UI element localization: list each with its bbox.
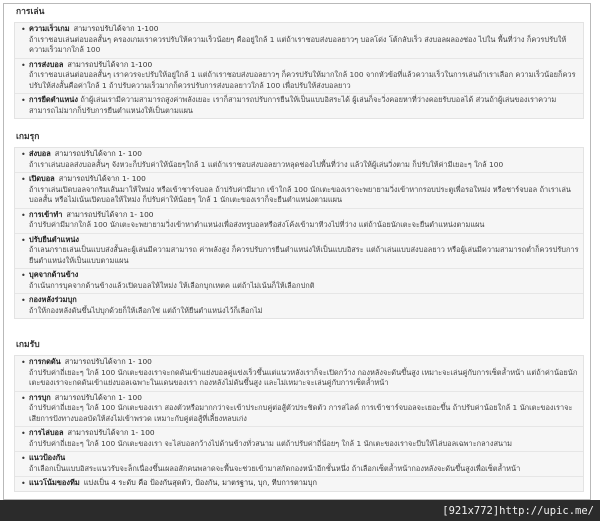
item-title: กองหลังร่วมบุก — [29, 295, 77, 304]
item-summary: สามารถปรับได้จาก 1- 100 — [64, 357, 152, 366]
item-description: ถ้าเราเล่นบอลส่งบอลสั้นๆ จังหวะก็ปรับค่าให้น้อยๆใกล้ 1 แต่ถ้าเราชอบส่งบอลยาวหลุดช่องไปพื้นที่ว่าง แล้วให้ผู้เล่นวิ่งตาม ก็ปรับให้ค่ามีเยอะๆ ใกล้ 100 — [29, 159, 504, 169]
bullet-icon: • — [21, 25, 26, 34]
item-description: ถ้าเราชอบเล่นต่อบอลสั้นๆ ครองเกมเราควรปรับให้ความเร็วน้อยๆ คืออยู่ใกล้ 1 แต่ถ้าเราชอบส่งบอลยาวๆ บอลโด่ง โต้กลับเร็ว ส่งบอลผลองช่อง ไปใน พื้นที่ว่าง ก็ควรปรับให้ความเร็วมากใกล้ 100 — [29, 34, 567, 54]
settings-list — [14, 147, 584, 319]
item-title: แนวโน้มของทีม — [29, 478, 80, 487]
settings-list — [14, 22, 584, 119]
item-description: ถ้าปรับค่าถี่เยอะๆ ใกล้ 100 นักเตะของเราจะกดดันเข้าแย่งบอลคู่แข่งเร็วขึ้นแต่แนวหลังเราก็จะเปิดกว้าง กองหลังจะดันขึ้นสูง เหมาะจะเล่นคู่กับการเซ็ตล้ำหน้า แต่ถ้าค่าน้อยนักเตะของเราจะกดดันเข้าแย่งบอลเฉพาะในแดนของเรา กองหลังไม่ดันขึ้นสูง และไม่เหมาะจะเล่นคู่กับการเซ็ตล้ำหน้า — [29, 367, 578, 387]
list-item — [15, 427, 583, 452]
section-attack — [14, 132, 584, 319]
bullet-icon: • — [21, 235, 26, 245]
settings-list — [14, 355, 584, 492]
item-summary: สามารถปรับได้จาก 1- 100 — [67, 428, 155, 437]
item-description: ถ้าเน้นการบุคจากด้านข้างแล้วเปิดบอลให้ใหม่ง ให้เลือกบุกเหตค แต่ถ้าไม่เน้นก็ให้เลือกปกติ — [29, 280, 315, 290]
bullet-icon: • — [21, 60, 26, 70]
item-title: ความเร็วเกม — [29, 24, 70, 33]
item-title: การไล่บอล — [29, 428, 64, 437]
item-summary: แบ่งเป็น 4 ระดับ คือ ป้องกันสุดตัว, ป้องกัน, มาตรฐาน, บุก, ทีบการตามบุก — [83, 478, 317, 487]
bullet-icon: • — [21, 479, 26, 488]
item-title: บุคจากด้านข้าง — [29, 270, 79, 279]
image-host-banner — [0, 500, 600, 521]
item-title: การส่งบอล — [29, 59, 64, 69]
item-description: ถ้าให้กองหลังดันขึ้นไปบุกด้วยก็ให้เลือกใช่ แต่ถ้าให้ยืนตำแหน่งไว้ก็เลือกไม่ — [29, 305, 263, 315]
list-item — [15, 94, 583, 118]
item-summary: สามารถปรับได้จาก 1- 100 — [54, 149, 142, 158]
item-description: ถ้าเลือกเป็นแบบอิสระแนวรับจะล็กเนื่องขึ้นเผลอสักคนพลาดจะพื้นจะช่วยเข้ามาสกัดกองหน้าอีกชั้นหนึ่ง ถ้าเลือกเซ็ตล้ำหน้ากองหลังจะดันขึ้นสูงเพื่อเซ็ตล้ำหน้า — [29, 463, 521, 473]
list-item — [15, 392, 583, 428]
item-description: ถ้าเราชอบเล่นต่อบอลสั้นๆ เราควรจะปรับให้อยู่ใกล้ 1 แต่ถ้าเราชอบส่งบอลยาวๆ ก็ควรปรับให้มากใกล้ 100 จากหัวข้อที่แล้วความเร็วในการเล่นถ้าเราเลือก ความเร็วน้อยก็ควรปรับให้ส่งสั้นคือค่าใกล้ 1 ถ้าปรับความเร็วมากก็ควรปรับการส่งบอลยาวใกล้ 100 เพื่อปรับให้ส่งบอลยาว — [29, 70, 576, 90]
list-item — [15, 452, 583, 477]
watermark-text: [921x772]http://upic.me/ — [442, 504, 594, 517]
item-description: ถ้าปรับค่ามีมากใกล้ 100 นักเตะจะพยายามวิ่งเข้าหาตำแหน่งเพื่อส่งทรูบอลหรือส่งโค้งเข้ามาทีวงไปที่ว่าง แต่ถ้าน้อยนักเตะจะยืนตำแหน่งตามแผน — [29, 220, 485, 229]
bullet-icon: • — [21, 358, 26, 367]
bullet-icon: • — [21, 393, 26, 403]
list-item — [15, 356, 583, 392]
list-item — [15, 59, 583, 95]
bullet-icon: • — [21, 296, 26, 305]
list-item — [15, 148, 583, 173]
bullet-icon: • — [21, 429, 26, 438]
bullet-icon: • — [21, 175, 26, 184]
bullet-icon: • — [21, 96, 26, 105]
bullet-icon: • — [21, 210, 26, 220]
item-summary: สามารถปรับได้จาก 1- 100 — [58, 174, 146, 183]
item-summary: สามารถปรับได้จาก 1-100 — [67, 59, 153, 69]
list-item — [15, 269, 583, 294]
list-item — [15, 477, 583, 491]
list-item — [15, 173, 583, 209]
bullet-icon: • — [21, 150, 26, 159]
item-title: แนวป้องกัน — [29, 453, 66, 462]
item-summary: สามารถปรับได้จาก 1- 100 — [54, 392, 142, 402]
item-summary: สามารถปรับได้จาก 1- 100 — [66, 209, 154, 219]
item-description: ถ้าเราเล่นเปิดบอลจากริมเส้นมาให้ใหม่ง หรือเข้าชาร์จบอล ถ้าปรับค่ามีมาก เข้าใกล้ 100 นักเตะของเราจะพยายามวิ่งเข้าหากรอบประตูเพื่อรอใหม่ง หรือชาร์จบอล ถ้าเราเล่นบอลสั้น หรือไม่เน้นเปิดบอลให้ใหม่ง ก็ปรับค่าให้น้อยๆ ใกล้ 1 นักเตะของเราก็จะยืนตำแหน่งตามแผน — [29, 184, 571, 204]
item-title: การยืดตำแหน่ง — [29, 95, 78, 104]
section-heading: การเล่น — [16, 7, 45, 17]
section-heading: เกมรุก — [16, 132, 40, 142]
bullet-icon: • — [21, 454, 26, 463]
item-description: ถ้าปรับค่าถี่เยอะๆ ใกล้ 100 นักเตะของเรา จะไล่บอลกว้างไปด้านข้างทั่วสนาม แต่ถ้าปรับค่าถี่น้อยๆ ใกล้ 1 นักเตะของเราจะบีบให้ไล่บอลเฉพาะกลางสนาม — [29, 438, 513, 448]
bullet-icon: • — [21, 271, 26, 280]
item-title: การบุก — [29, 392, 51, 402]
item-summary: สามารถปรับได้จาก 1-100 — [73, 24, 159, 33]
item-description: ถ้าเลนกรายเล่นเป็นแบบส่งสั้นละผู้เล่นมีความสามารถ ค่าพลังสูง ก็ควรปรับการยืนตำแหน่งให้เป็นแบบอิสระ แต่ถ้าเล่นแบบส่งบอลยาว หรือผู้เล่นมีความสามารถต่ำก็ควรปรับการยืนตำแหน่งให้เป็นแบบตามแผน — [29, 245, 579, 265]
list-item — [15, 209, 583, 234]
section-defense — [14, 340, 584, 492]
list-item — [15, 23, 583, 59]
item-title: การเข้าทำ — [29, 209, 63, 219]
list-item — [15, 294, 583, 318]
section-heading: เกมรับ — [16, 340, 40, 350]
item-description: ถ้าปรับค่าถี่เยอะๆ ใกล้ 100 นักเตะของเรา สองตัวหรือมากกว่าจะเข้าประกบคู่ต่อสู้ตัวประชิดตัว การสไลด์ การเข้าชาร์จบอลจะเยอะขึ้น ถ้าปรับค่าน้อยใกล้ 1 นักเตะของเราจะเสียการปังทางบอลบัดให้ส่งไม่เข้าพรวด เหมาะกับคู่ต่อสู้ที่เลี้ยงหลบเก่ง — [29, 403, 573, 423]
item-title: การกดดัน — [29, 357, 61, 366]
list-item — [15, 234, 583, 270]
item-title: ปรับยืนตำแหน่ง — [29, 234, 79, 244]
item-title: เปิดบอล — [29, 174, 55, 183]
item-description: ถ้าผู้เล่นเรามีความสามารถสูงค่าพลังเยอะ เราก็สามารถปรับการยืนให้เป็นแบบอิสระได้ ผู้เล่นก็จะวิ่งคอยหาที่ว่างคอยรับบอลได้ ส่วนถ้าผู้เล่นของเราความสามารถไม่มากก็ปรับการยืนตำแหน่งให้เป็นตามแผน — [29, 95, 557, 115]
section-gameplay — [14, 7, 584, 119]
content-frame — [3, 3, 591, 500]
item-title: ส่งบอล — [29, 149, 51, 158]
